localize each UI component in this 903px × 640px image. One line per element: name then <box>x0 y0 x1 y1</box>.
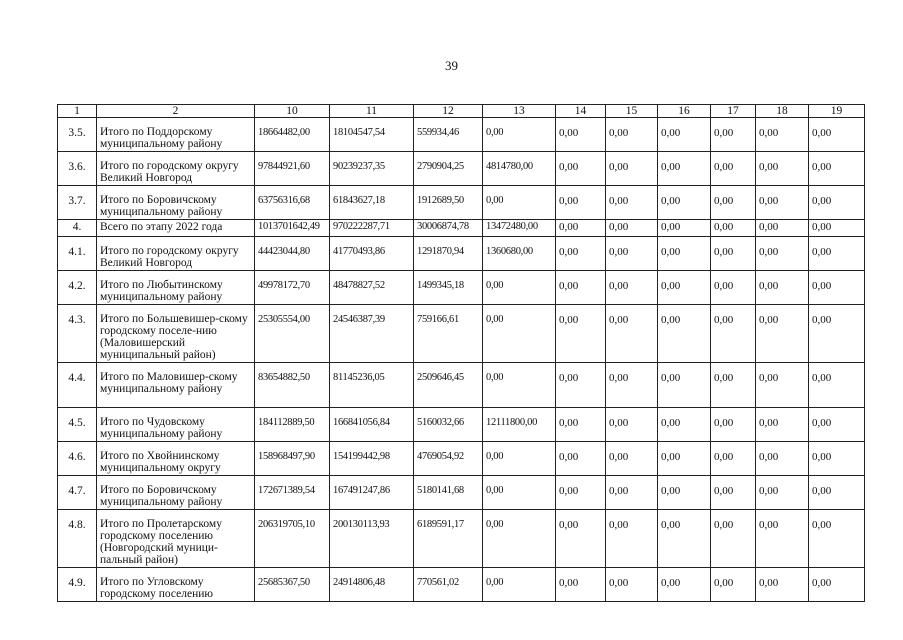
cell-value: 759166,61 <box>414 305 483 363</box>
cell-value: 25685367,50 <box>255 568 330 602</box>
cell-value: 25305554,00 <box>255 305 330 363</box>
row-index: 4.5. <box>58 408 97 442</box>
table-row <box>58 568 865 602</box>
cell-value: 81145236,05 <box>330 363 414 408</box>
cell-value: 0,00 <box>711 118 756 152</box>
cell-value: 18104547,54 <box>330 118 414 152</box>
cell-value: 0,00 <box>809 220 865 237</box>
row-name: Итого по Чудовскому муниципальному району <box>97 408 255 442</box>
cell-value: 0,00 <box>756 118 809 152</box>
row-name: Итого по Боровичскому муниципальному району <box>97 476 255 510</box>
page-number: 39 <box>445 58 458 73</box>
cell-value: 30006874,78 <box>414 220 483 237</box>
table-body <box>58 118 865 602</box>
column-header: 14 <box>556 105 606 118</box>
cell-value: 97844921,60 <box>255 152 330 186</box>
row-name: Итого по городскому округу Великий Новгород <box>97 152 255 186</box>
cell-value: 0,00 <box>809 305 865 363</box>
cell-value: 0,00 <box>756 220 809 237</box>
column-header: 19 <box>809 105 865 118</box>
cell-value: 154199442,98 <box>330 442 414 476</box>
column-header: 1 <box>58 105 97 118</box>
cell-value: 0,00 <box>711 568 756 602</box>
cell-value: 0,00 <box>809 476 865 510</box>
row-index: 3.7. <box>58 186 97 220</box>
cell-value: 13472480,00 <box>483 220 556 237</box>
table-row <box>58 442 865 476</box>
cell-value: 0,00 <box>756 510 809 568</box>
cell-value: 0,00 <box>556 363 606 408</box>
cell-value: 0,00 <box>556 476 606 510</box>
cell-value: 0,00 <box>711 271 756 305</box>
cell-value: 1291870,94 <box>414 237 483 271</box>
table-row <box>58 510 865 568</box>
budget-table <box>57 104 865 602</box>
cell-value: 0,00 <box>556 220 606 237</box>
cell-value: 49978172,70 <box>255 271 330 305</box>
cell-value: 0,00 <box>606 118 658 152</box>
cell-value: 970222287,71 <box>330 220 414 237</box>
row-index: 4.6. <box>58 442 97 476</box>
cell-value: 0,00 <box>483 186 556 220</box>
cell-value: 0,00 <box>658 152 711 186</box>
table-row <box>58 271 865 305</box>
table-row <box>58 186 865 220</box>
row-index: 3.6. <box>58 152 97 186</box>
cell-value: 0,00 <box>556 510 606 568</box>
cell-value: 0,00 <box>756 442 809 476</box>
cell-value: 5180141,68 <box>414 476 483 510</box>
row-index: 4.4. <box>58 363 97 408</box>
cell-value: 0,00 <box>809 237 865 271</box>
column-header: 18 <box>756 105 809 118</box>
cell-value: 0,00 <box>606 271 658 305</box>
cell-value: 0,00 <box>711 476 756 510</box>
row-index: 4.7. <box>58 476 97 510</box>
cell-value: 0,00 <box>658 408 711 442</box>
cell-value: 0,00 <box>711 186 756 220</box>
cell-value: 0,00 <box>556 118 606 152</box>
row-index: 4.1. <box>58 237 97 271</box>
table-row <box>58 237 865 271</box>
cell-value: 5160032,66 <box>414 408 483 442</box>
cell-value: 0,00 <box>658 363 711 408</box>
column-header: 15 <box>606 105 658 118</box>
cell-value: 0,00 <box>756 568 809 602</box>
cell-value: 0,00 <box>483 363 556 408</box>
cell-value: 0,00 <box>556 271 606 305</box>
cell-value: 0,00 <box>809 363 865 408</box>
cell-value: 63756316,68 <box>255 186 330 220</box>
cell-value: 0,00 <box>711 305 756 363</box>
cell-value: 0,00 <box>658 220 711 237</box>
cell-value: 0,00 <box>711 442 756 476</box>
cell-value: 0,00 <box>606 408 658 442</box>
cell-value: 0,00 <box>483 442 556 476</box>
cell-value: 0,00 <box>809 442 865 476</box>
cell-value: 24546387,39 <box>330 305 414 363</box>
cell-value: 0,00 <box>606 186 658 220</box>
cell-value: 12111800,00 <box>483 408 556 442</box>
cell-value: 167491247,86 <box>330 476 414 510</box>
cell-value: 172671389,54 <box>255 476 330 510</box>
cell-value: 0,00 <box>556 152 606 186</box>
cell-value: 0,00 <box>658 305 711 363</box>
cell-value: 0,00 <box>809 510 865 568</box>
cell-value: 0,00 <box>809 568 865 602</box>
cell-value: 0,00 <box>483 305 556 363</box>
row-name: Итого по Хвойнинскому муниципальному округу <box>97 442 255 476</box>
cell-value: 0,00 <box>756 408 809 442</box>
cell-value: 1360680,00 <box>483 237 556 271</box>
column-header: 17 <box>711 105 756 118</box>
cell-value: 83654882,50 <box>255 363 330 408</box>
cell-value: 0,00 <box>711 408 756 442</box>
cell-value: 0,00 <box>658 442 711 476</box>
cell-value: 0,00 <box>711 510 756 568</box>
cell-value: 0,00 <box>606 476 658 510</box>
table-row <box>58 118 865 152</box>
cell-value: 0,00 <box>483 271 556 305</box>
row-name: Итого по Боровичскому муниципальному району <box>97 186 255 220</box>
cell-value: 0,00 <box>606 363 658 408</box>
cell-value: 559934,46 <box>414 118 483 152</box>
cell-value: 90239237,35 <box>330 152 414 186</box>
cell-value: 0,00 <box>756 305 809 363</box>
cell-value: 206319705,10 <box>255 510 330 568</box>
cell-value: 0,00 <box>658 568 711 602</box>
cell-value: 0,00 <box>756 237 809 271</box>
cell-value: 4814780,00 <box>483 152 556 186</box>
cell-value: 0,00 <box>809 408 865 442</box>
cell-value: 24914806,48 <box>330 568 414 602</box>
cell-value: 0,00 <box>483 476 556 510</box>
cell-value: 1013701642,49 <box>255 220 330 237</box>
cell-value: 0,00 <box>658 237 711 271</box>
cell-value: 18664482,00 <box>255 118 330 152</box>
cell-value: 0,00 <box>809 186 865 220</box>
cell-value: 6189591,17 <box>414 510 483 568</box>
row-name: Итого по Любытинскому муниципальному району <box>97 271 255 305</box>
column-header: 10 <box>255 105 330 118</box>
cell-value: 2509646,45 <box>414 363 483 408</box>
header-row <box>58 105 865 118</box>
row-index: 4. <box>58 220 97 237</box>
row-name: Итого по Большевишер-скому городскому поселе-нию (Маловишерский муниципальный район) <box>97 305 255 363</box>
row-name: Итого по Пролетарскому городскому поселению (Новгородский муници-пальный район) <box>97 510 255 568</box>
cell-value: 41770493,86 <box>330 237 414 271</box>
table-row <box>58 476 865 510</box>
column-header: 11 <box>330 105 414 118</box>
cell-value: 0,00 <box>606 442 658 476</box>
cell-value: 0,00 <box>606 305 658 363</box>
row-name: Итого по Поддорскому муниципальному району <box>97 118 255 152</box>
cell-value: 0,00 <box>658 186 711 220</box>
cell-value: 0,00 <box>711 363 756 408</box>
row-name: Итого по Маловишер-скому муниципальному району <box>97 363 255 408</box>
cell-value: 0,00 <box>756 152 809 186</box>
cell-value: 0,00 <box>658 510 711 568</box>
cell-value: 0,00 <box>809 271 865 305</box>
cell-value: 0,00 <box>606 510 658 568</box>
cell-value: 48478827,52 <box>330 271 414 305</box>
cell-value: 0,00 <box>483 510 556 568</box>
column-header: 2 <box>97 105 255 118</box>
cell-value: 1499345,18 <box>414 271 483 305</box>
cell-value: 0,00 <box>756 186 809 220</box>
row-index: 4.9. <box>58 568 97 602</box>
table-row <box>58 363 865 408</box>
table-row <box>58 220 865 237</box>
column-header: 13 <box>483 105 556 118</box>
cell-value: 0,00 <box>483 568 556 602</box>
cell-value: 0,00 <box>606 237 658 271</box>
cell-value: 184112889,50 <box>255 408 330 442</box>
cell-value: 0,00 <box>711 237 756 271</box>
cell-value: 0,00 <box>658 476 711 510</box>
cell-value: 44423044,80 <box>255 237 330 271</box>
row-index: 3.5. <box>58 118 97 152</box>
cell-value: 0,00 <box>756 363 809 408</box>
cell-value: 0,00 <box>606 220 658 237</box>
row-name: Всего по этапу 2022 года <box>97 220 255 237</box>
cell-value: 200130113,93 <box>330 510 414 568</box>
table-row <box>58 305 865 363</box>
cell-value: 1912689,50 <box>414 186 483 220</box>
row-index: 4.8. <box>58 510 97 568</box>
row-name: Итого по городскому округу Великий Новгород <box>97 237 255 271</box>
cell-value: 0,00 <box>809 118 865 152</box>
cell-value: 0,00 <box>711 220 756 237</box>
row-index: 4.2. <box>58 271 97 305</box>
cell-value: 770561,02 <box>414 568 483 602</box>
cell-value: 0,00 <box>556 442 606 476</box>
cell-value: 166841056,84 <box>330 408 414 442</box>
cell-value: 0,00 <box>556 186 606 220</box>
cell-value: 0,00 <box>556 237 606 271</box>
column-header: 16 <box>658 105 711 118</box>
cell-value: 0,00 <box>711 152 756 186</box>
cell-value: 0,00 <box>606 568 658 602</box>
cell-value: 2790904,25 <box>414 152 483 186</box>
cell-value: 0,00 <box>556 408 606 442</box>
cell-value: 158968497,90 <box>255 442 330 476</box>
cell-value: 0,00 <box>809 152 865 186</box>
cell-value: 0,00 <box>606 152 658 186</box>
cell-value: 61843627,18 <box>330 186 414 220</box>
table-row <box>58 408 865 442</box>
row-name: Итого по Угловскому городскому поселению <box>97 568 255 602</box>
cell-value: 0,00 <box>658 118 711 152</box>
cell-value: 0,00 <box>556 305 606 363</box>
table-row <box>58 152 865 186</box>
row-index: 4.3. <box>58 305 97 363</box>
column-header: 12 <box>414 105 483 118</box>
cell-value: 0,00 <box>756 476 809 510</box>
cell-value: 0,00 <box>483 118 556 152</box>
cell-value: 0,00 <box>658 271 711 305</box>
cell-value: 0,00 <box>756 271 809 305</box>
cell-value: 4769054,92 <box>414 442 483 476</box>
cell-value: 0,00 <box>556 568 606 602</box>
